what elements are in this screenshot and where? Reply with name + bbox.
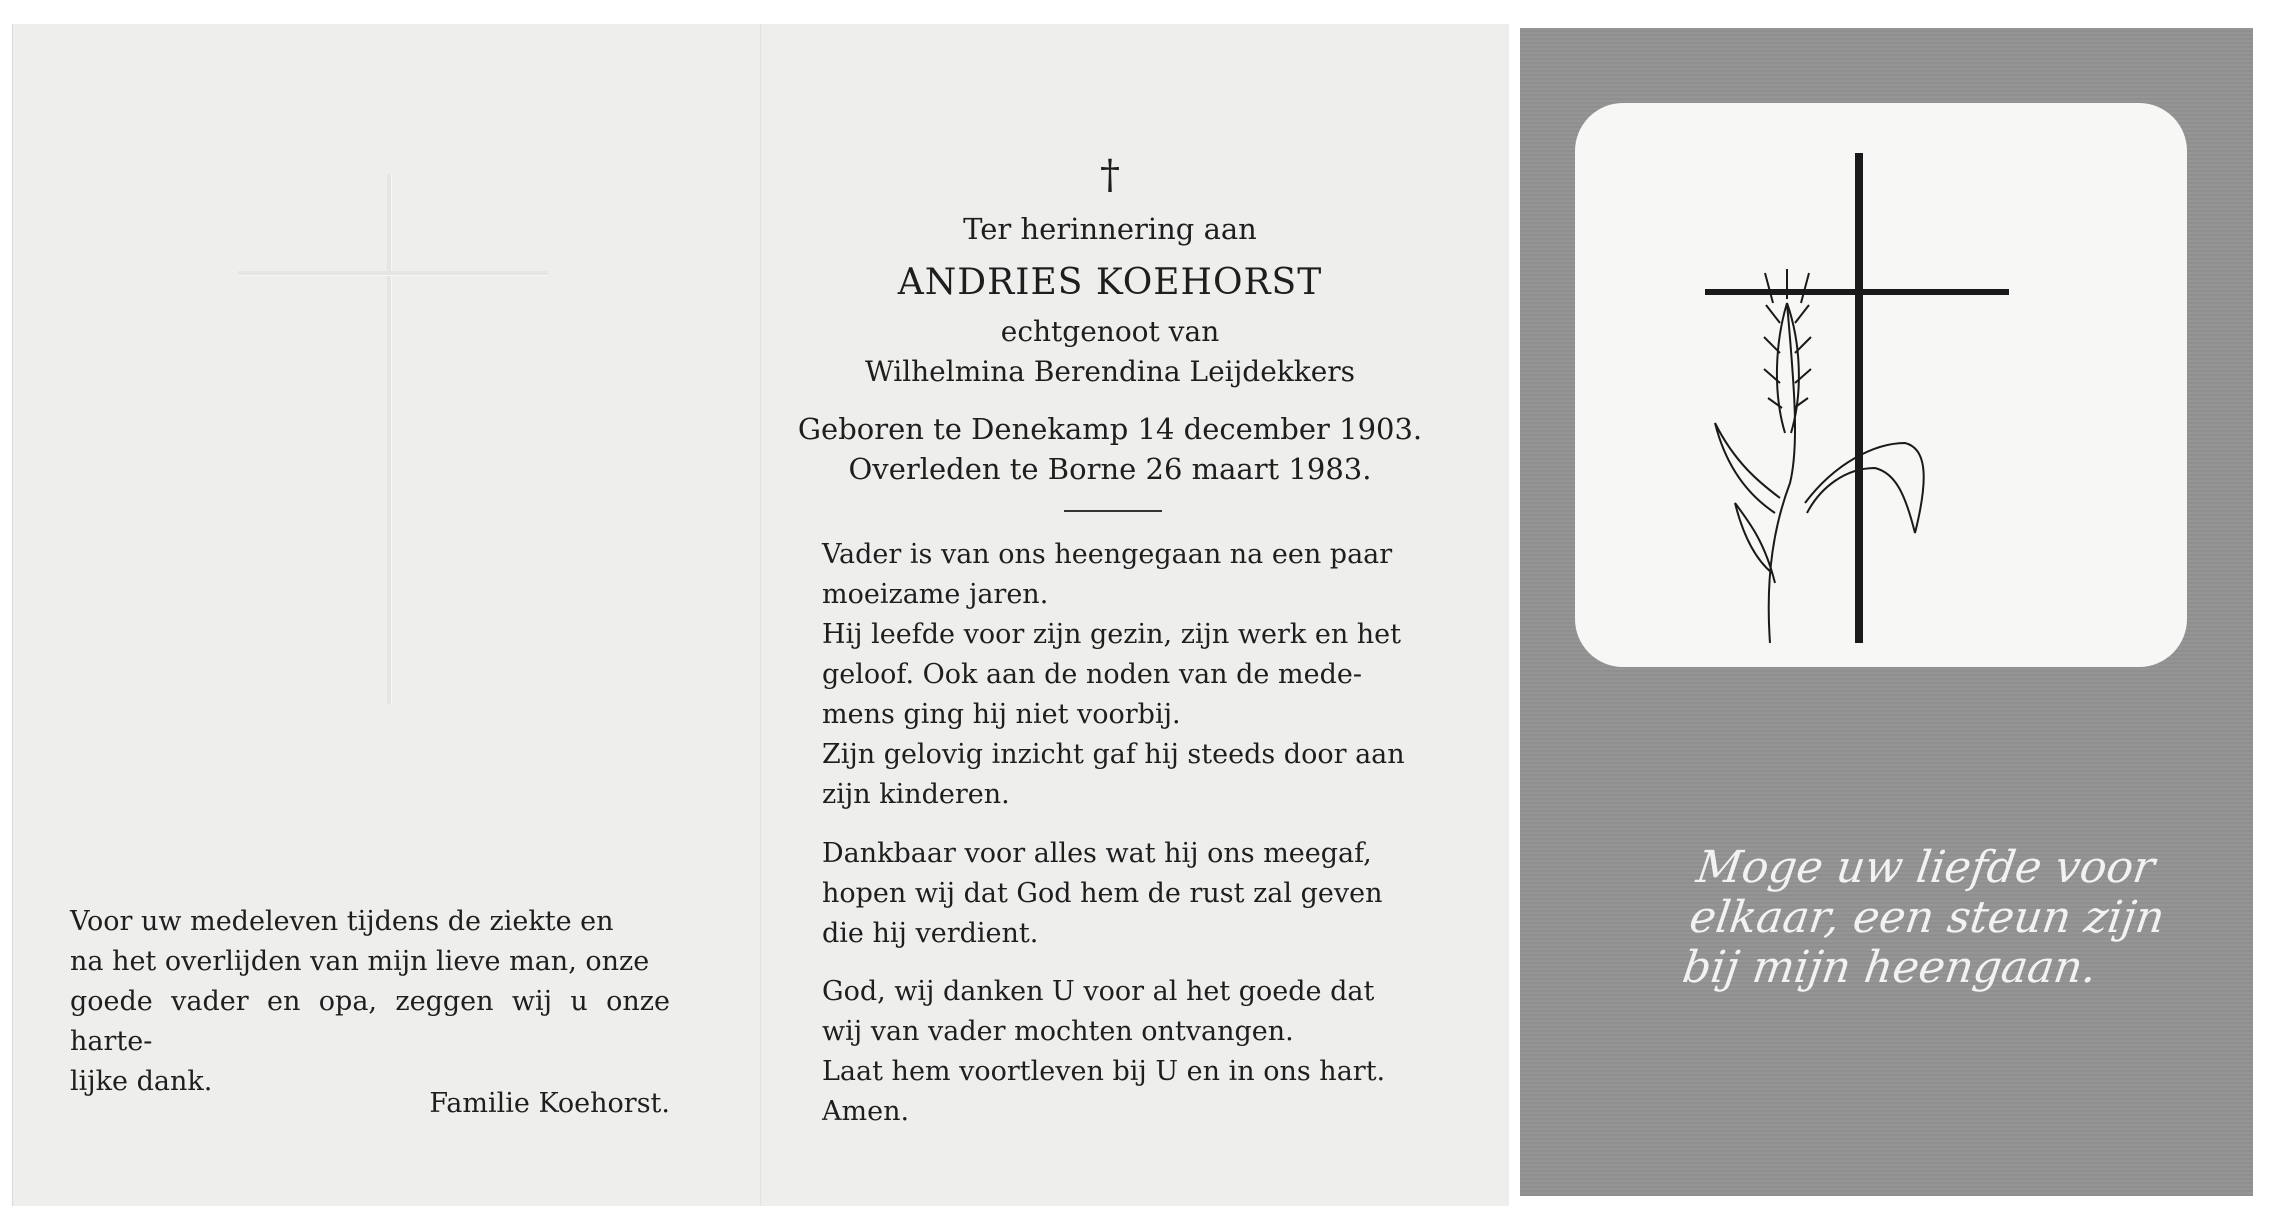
- verse-line: elkaar, een steun zijn: [1686, 892, 2168, 943]
- memorial-paragraph-3: [822, 972, 1418, 1132]
- memorial-paragraph-1: [822, 535, 1418, 815]
- verse-line: bij mijn heengaan.: [1679, 942, 2100, 993]
- memorial-paragraph-2: [822, 834, 1418, 954]
- deceased-name: ANDRIES KOEHORST: [897, 262, 1323, 303]
- wheat-ear-icon: [1715, 269, 1924, 643]
- paragraph-line: moeizame jaren.: [822, 579, 1049, 610]
- thanks-line: Voor uw medeleven tijdens de ziekte en: [70, 906, 614, 937]
- paragraph-line: die hij verdient.: [822, 918, 1039, 949]
- paragraph-line: Hij leefde voor zijn gezin, zijn werk en het: [822, 619, 1402, 650]
- paragraph-line: God, wij danken U voor al het goede dat: [822, 976, 1375, 1007]
- thanks-line: na het overlijden van mijn lieve man, onze: [70, 946, 650, 977]
- back-card: [1520, 28, 2253, 1196]
- thanks-line: goede vader en opa, zeggen wij u onze harte-: [70, 986, 670, 1057]
- thanks-line: lijke dank.: [70, 1066, 213, 1097]
- card-fold: [760, 24, 762, 1206]
- spouse-name: Wilhelmina Berendina Leijdekkers: [864, 355, 1356, 388]
- paragraph-line: Dankbaar voor alles wat hij ons meegaf,: [822, 838, 1372, 869]
- birth-line: Geboren te Denekamp 14 december 1903.: [797, 412, 1423, 446]
- paragraph-line: Vader is van ons heengegaan na een paar: [822, 539, 1393, 570]
- cross-panel: [1575, 103, 2187, 667]
- memorial-intro: Ter herinnering aan: [963, 212, 1257, 246]
- verse-text: [1679, 842, 2168, 993]
- paragraph-line: wij van vader mochten ontvangen.: [822, 1016, 1294, 1047]
- embossed-cross-vertical: [387, 174, 391, 704]
- cross-vertical-bar: [1855, 153, 1863, 643]
- paragraph-line: geloof. Ook aan de noden van de mede-: [822, 659, 1362, 690]
- death-line: Overleden te Borne 26 maart 1983.: [848, 452, 1372, 486]
- spouse-label: echtgenoot van: [1000, 315, 1220, 348]
- thanks-text: [70, 902, 670, 1102]
- divider-rule: [1064, 510, 1162, 512]
- family-signoff: Familie Koehorst.: [429, 1088, 670, 1119]
- verse-line: Moge uw liefde voor: [1693, 842, 2158, 893]
- paragraph-line: mens ging hij niet voorbij.: [822, 699, 1181, 730]
- dagger-cross-icon: †: [1100, 152, 1120, 198]
- cross-horizontal-bar: [1705, 289, 2009, 295]
- paragraph-line: Zijn gelovig inzicht gaf hij steeds door aan: [822, 739, 1405, 770]
- paragraph-line: hopen wij dat God hem de rust zal geven: [822, 878, 1383, 909]
- paragraph-line: Amen.: [822, 1096, 910, 1127]
- paragraph-line: zijn kinderen.: [822, 779, 1010, 810]
- embossed-cross-horizontal: [238, 271, 548, 275]
- paragraph-line: Laat hem voortleven bij U en in ons hart.: [822, 1056, 1386, 1087]
- cross-wheat-illustration: [1575, 103, 2187, 667]
